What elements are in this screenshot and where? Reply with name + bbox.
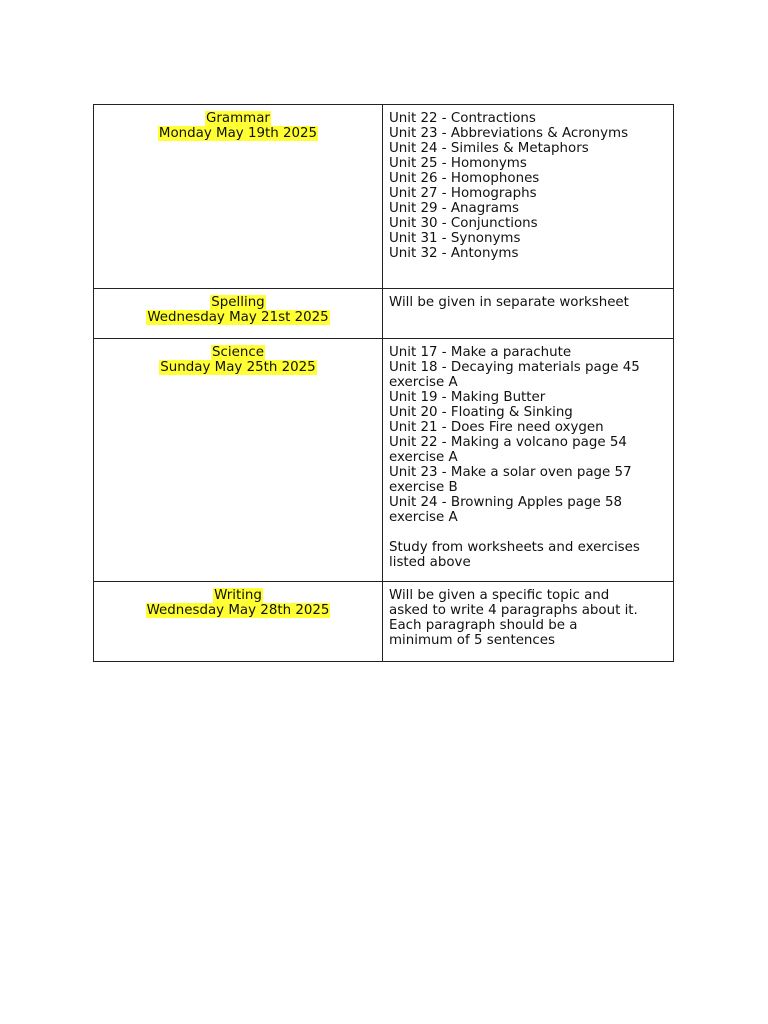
subject-cell — [94, 582, 383, 662]
table-row-spelling — [94, 289, 674, 339]
topic-line: Unit 25 - Homonyms — [389, 156, 527, 171]
topic-line: Unit 29 - Anagrams — [389, 201, 519, 216]
subject-cell — [94, 339, 383, 582]
topic-line: Unit 31 - Synonyms — [389, 231, 521, 246]
table-row-science — [94, 339, 674, 582]
topic-line: Unit 23 - Abbreviations & Acronyms — [389, 126, 629, 141]
topic-line: Unit 23 - Make a solar oven page 57 — [389, 465, 632, 480]
topic-line: exercise B — [389, 480, 458, 495]
topic-line: Unit 27 - Homographs — [389, 186, 537, 201]
topic-line: asked to write 4 paragraphs about it. — [389, 603, 638, 618]
topics-cell — [383, 582, 674, 662]
topic-line: exercise A — [389, 375, 458, 390]
topic-line: Unit 32 - Antonyms — [389, 246, 519, 261]
spacer — [389, 525, 667, 540]
exam-date: Wednesday May 21st 2025 — [147, 310, 329, 325]
topic-line: Unit 30 - Conjunctions — [389, 216, 538, 231]
subject-name: Science — [212, 345, 264, 360]
topic-line: Unit 19 - Making Butter — [389, 390, 546, 405]
topic-line: Unit 26 - Homophones — [389, 171, 540, 186]
topics-cell — [383, 289, 674, 339]
topic-line: exercise A — [389, 450, 458, 465]
study-note-line: listed above — [389, 555, 471, 570]
topic-line: Unit 20 - Floating & Sinking — [389, 405, 573, 420]
subject-name: Spelling — [211, 295, 265, 310]
subject-cell — [94, 289, 383, 339]
exam-date: Sunday May 25th 2025 — [160, 360, 316, 375]
topic-line: Unit 18 - Decaying materials page 45 — [389, 360, 640, 375]
topics-cell — [383, 339, 674, 582]
topic-line: Unit 21 - Does Fire need oxygen — [389, 420, 604, 435]
table-row-writing — [94, 582, 674, 662]
topic-line: Will be given a specific topic and — [389, 588, 610, 603]
topic-line: Unit 24 - Browning Apples page 58 — [389, 495, 622, 510]
study-note-line: Study from worksheets and exercises — [389, 540, 640, 555]
subject-name: Writing — [214, 588, 262, 603]
exam-schedule-table — [93, 104, 674, 662]
exam-date: Monday May 19th 2025 — [158, 126, 318, 141]
topic-line: Unit 17 - Make a parachute — [389, 345, 572, 360]
subject-name: Grammar — [206, 111, 270, 126]
topic-line: Unit 24 - Similes & Metaphors — [389, 141, 589, 156]
topic-line: exercise A — [389, 510, 458, 525]
topic-line: Unit 22 - Contractions — [389, 111, 536, 126]
topic-line: Each paragraph should be a — [389, 618, 578, 633]
table-row-grammar — [94, 105, 674, 289]
topic-line: Unit 22 - Making a volcano page 54 — [389, 435, 627, 450]
subject-cell — [94, 105, 383, 289]
topics-cell — [383, 105, 674, 289]
topic-line: Will be given in separate worksheet — [389, 295, 629, 310]
topic-line: minimum of 5 sentences — [389, 633, 555, 648]
exam-date: Wednesday May 28th 2025 — [146, 603, 330, 618]
